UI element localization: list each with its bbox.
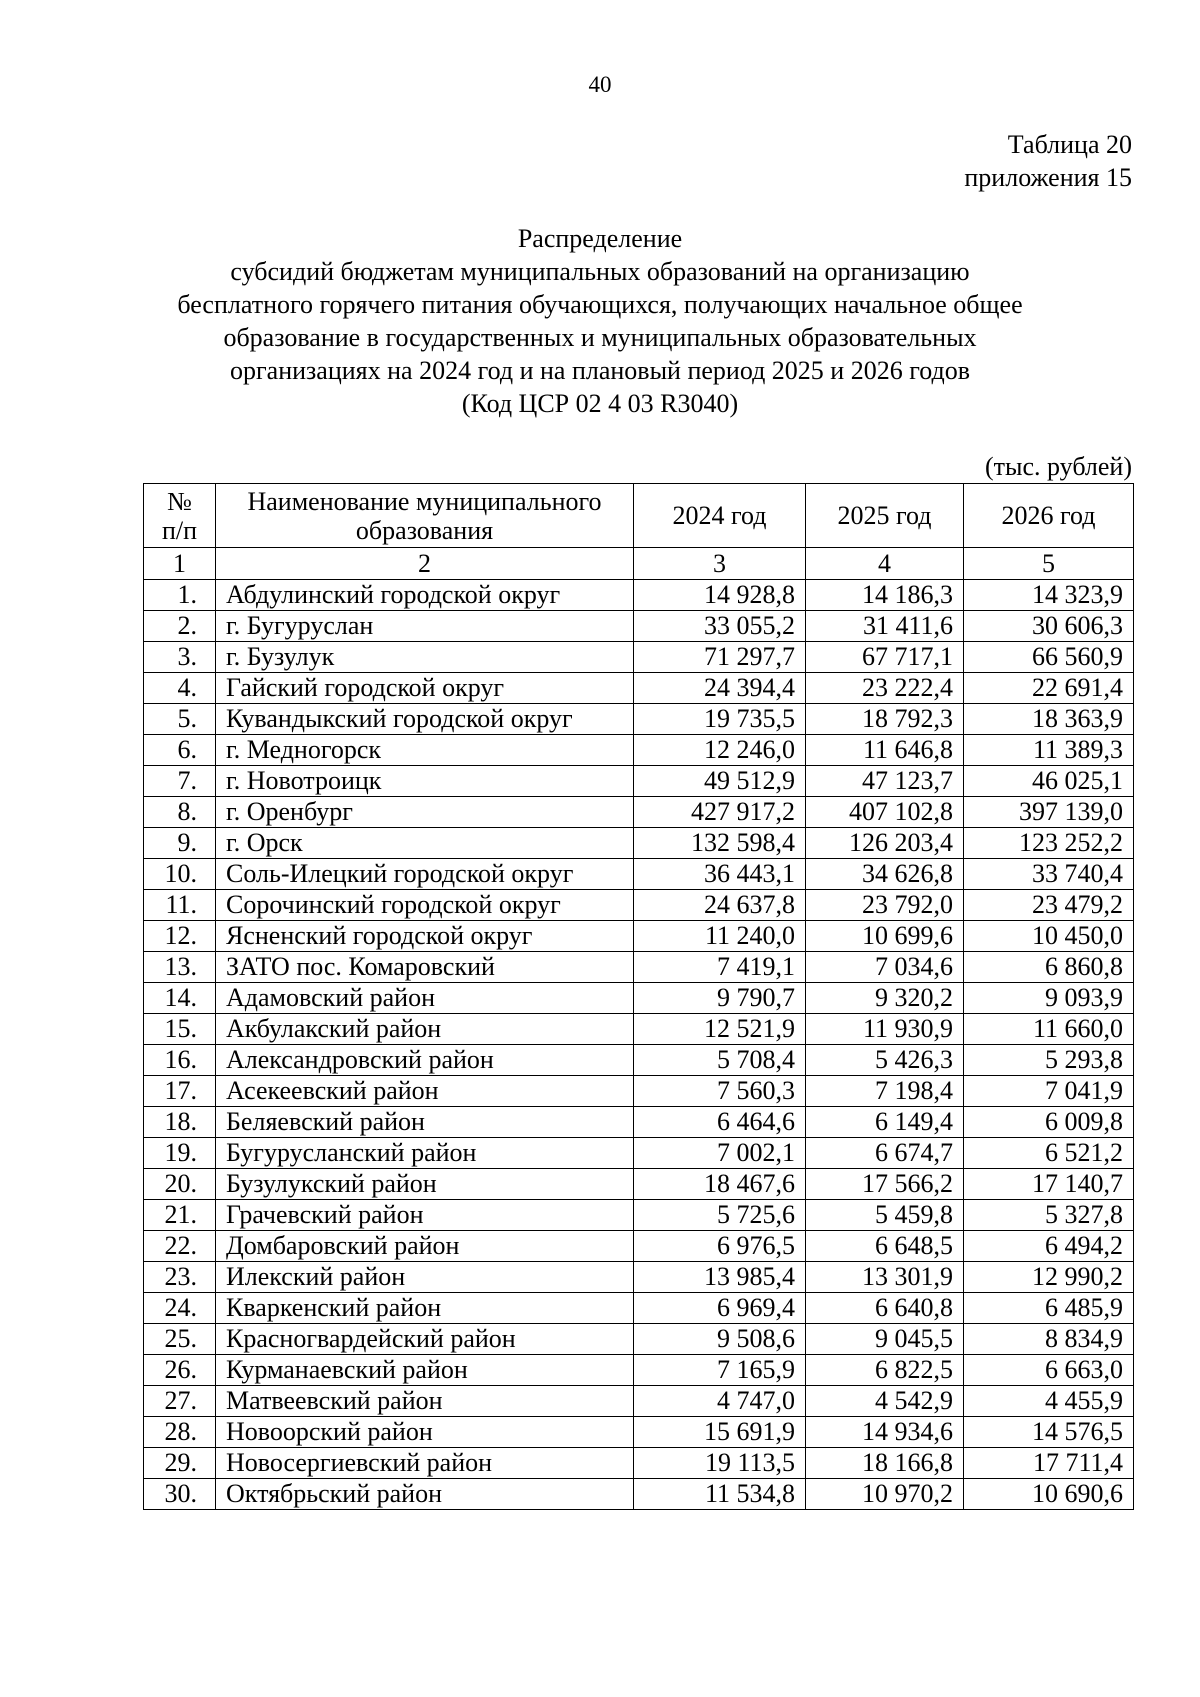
value-2026: 14 576,5 [964, 1417, 1134, 1448]
value-2024: 71 297,7 [634, 642, 806, 673]
value-2026: 7 041,9 [964, 1076, 1134, 1107]
value-2024: 9 790,7 [634, 983, 806, 1014]
table-reference [964, 128, 1132, 194]
municipality-name: Акбулакский район [216, 1014, 634, 1045]
row-number: 12. [144, 921, 216, 952]
value-2026: 18 363,9 [964, 704, 1134, 735]
table-row [144, 983, 1134, 1014]
municipality-name: Красногвардейский район [216, 1324, 634, 1355]
value-2026: 11 660,0 [964, 1014, 1134, 1045]
value-2024: 9 508,6 [634, 1324, 806, 1355]
value-2026: 5 327,8 [964, 1200, 1134, 1231]
subsidy-table [143, 483, 1134, 1510]
row-number: 24. [144, 1293, 216, 1324]
column-index: 2 [216, 548, 634, 580]
value-2024: 14 928,8 [634, 580, 806, 611]
value-2026: 30 606,3 [964, 611, 1134, 642]
value-2025: 10 699,6 [806, 921, 964, 952]
value-2025: 11 930,9 [806, 1014, 964, 1045]
value-2024: 33 055,2 [634, 611, 806, 642]
value-2026: 6 521,2 [964, 1138, 1134, 1169]
title-line-5: организациях на 2024 год и на плановый период 2025 и 2026 годов [230, 356, 970, 385]
value-2026: 17 140,7 [964, 1169, 1134, 1200]
title-line-4: образование в государственных и муниципальных образовательных [223, 323, 977, 352]
municipality-name: Курманаевский район [216, 1355, 634, 1386]
value-2026: 23 479,2 [964, 890, 1134, 921]
row-number: 22. [144, 1231, 216, 1262]
value-2024: 13 985,4 [634, 1262, 806, 1293]
title-line-6: (Код ЦСР 02 4 03 R3040) [461, 389, 739, 418]
municipality-name: Октябрьский район [216, 1479, 634, 1510]
value-2024: 5 708,4 [634, 1045, 806, 1076]
value-2024: 12 246,0 [634, 735, 806, 766]
header-name: Наименование муниципального образования [216, 484, 634, 548]
value-2026: 33 740,4 [964, 859, 1134, 890]
row-number: 14. [144, 983, 216, 1014]
municipality-name: Абдулинский городской округ [216, 580, 634, 611]
table-row [144, 1045, 1134, 1076]
title-line-3: бесплатного горячего питания обучающихся, получающих начальное общее [177, 290, 1023, 319]
municipality-name: ЗАТО пос. Комаровский [216, 952, 634, 983]
value-2025: 9 045,5 [806, 1324, 964, 1355]
column-index: 4 [806, 548, 964, 580]
value-2025: 6 648,5 [806, 1231, 964, 1262]
municipality-name: Асекеевский район [216, 1076, 634, 1107]
table-row [144, 828, 1134, 859]
municipality-name: г. Оренбург [216, 797, 634, 828]
value-2025: 6 822,5 [806, 1355, 964, 1386]
value-2024: 24 394,4 [634, 673, 806, 704]
table-row [144, 1200, 1134, 1231]
municipality-name: Кувандыкский городской округ [216, 704, 634, 735]
value-2024: 6 969,4 [634, 1293, 806, 1324]
municipality-name: Новосергиевский район [216, 1448, 634, 1479]
municipality-name: Новоорский район [216, 1417, 634, 1448]
value-2025: 18 166,8 [806, 1448, 964, 1479]
table-row [144, 797, 1134, 828]
value-2026: 6 860,8 [964, 952, 1134, 983]
value-2025: 23 222,4 [806, 673, 964, 704]
value-2025: 31 411,6 [806, 611, 964, 642]
row-number: 18. [144, 1107, 216, 1138]
value-2026: 6 485,9 [964, 1293, 1134, 1324]
table-row [144, 1324, 1134, 1355]
value-2026: 4 455,9 [964, 1386, 1134, 1417]
row-number: 6. [144, 735, 216, 766]
row-number: 15. [144, 1014, 216, 1045]
table-row [144, 704, 1134, 735]
municipality-name: Соль-Илецкий городской округ [216, 859, 634, 890]
value-2025: 6 149,4 [806, 1107, 964, 1138]
municipality-name: г. Бугуруслан [216, 611, 634, 642]
value-2024: 36 443,1 [634, 859, 806, 890]
column-index: 1 [144, 548, 216, 580]
value-2025: 67 717,1 [806, 642, 964, 673]
municipality-name: Бузулукский район [216, 1169, 634, 1200]
table-row [144, 1386, 1134, 1417]
value-2025: 11 646,8 [806, 735, 964, 766]
municipality-name: Домбаровский район [216, 1231, 634, 1262]
row-number: 16. [144, 1045, 216, 1076]
value-2026: 397 139,0 [964, 797, 1134, 828]
municipality-name: Беляевский район [216, 1107, 634, 1138]
value-2025: 5 459,8 [806, 1200, 964, 1231]
municipality-name: Гайский городской округ [216, 673, 634, 704]
value-2025: 34 626,8 [806, 859, 964, 890]
row-number: 17. [144, 1076, 216, 1107]
value-2026: 46 025,1 [964, 766, 1134, 797]
value-2026: 8 834,9 [964, 1324, 1134, 1355]
row-number: 29. [144, 1448, 216, 1479]
row-number: 13. [144, 952, 216, 983]
column-index: 3 [634, 548, 806, 580]
table-row [144, 1076, 1134, 1107]
municipality-name: Александровский район [216, 1045, 634, 1076]
value-2026: 123 252,2 [964, 828, 1134, 859]
value-2026: 14 323,9 [964, 580, 1134, 611]
value-2026: 5 293,8 [964, 1045, 1134, 1076]
title-line-1: Распределение [517, 224, 683, 253]
header-2025: 2025 год [806, 484, 964, 548]
value-2024: 49 512,9 [634, 766, 806, 797]
value-2024: 132 598,4 [634, 828, 806, 859]
value-2025: 17 566,2 [806, 1169, 964, 1200]
value-2026: 11 389,3 [964, 735, 1134, 766]
table-row [144, 673, 1134, 704]
value-2026: 6 494,2 [964, 1231, 1134, 1262]
column-index-row [144, 548, 1134, 580]
value-2024: 12 521,9 [634, 1014, 806, 1045]
municipality-name: Адамовский район [216, 983, 634, 1014]
value-2025: 407 102,8 [806, 797, 964, 828]
value-2026: 10 690,6 [964, 1479, 1134, 1510]
value-2024: 7 002,1 [634, 1138, 806, 1169]
value-2025: 10 970,2 [806, 1479, 964, 1510]
value-2024: 4 747,0 [634, 1386, 806, 1417]
value-2024: 18 467,6 [634, 1169, 806, 1200]
value-2026: 12 990,2 [964, 1262, 1134, 1293]
page-number: 40 [588, 72, 612, 97]
table-body [144, 580, 1134, 1510]
municipality-name: Бугурусланский район [216, 1138, 634, 1169]
row-number: 7. [144, 766, 216, 797]
value-2024: 7 165,9 [634, 1355, 806, 1386]
units-label: (тыс. рублей) [984, 452, 1132, 481]
column-index: 5 [964, 548, 1134, 580]
value-2025: 23 792,0 [806, 890, 964, 921]
table-row [144, 1293, 1134, 1324]
value-2024: 7 560,3 [634, 1076, 806, 1107]
table-row [144, 1014, 1134, 1045]
value-2026: 6 009,8 [964, 1107, 1134, 1138]
table-row [144, 890, 1134, 921]
row-number: 23. [144, 1262, 216, 1293]
value-2025: 13 301,9 [806, 1262, 964, 1293]
row-number: 25. [144, 1324, 216, 1355]
row-number: 4. [144, 673, 216, 704]
table-row [144, 1355, 1134, 1386]
table-row [144, 1107, 1134, 1138]
value-2025: 7 198,4 [806, 1076, 964, 1107]
value-2024: 5 725,6 [634, 1200, 806, 1231]
value-2026: 17 711,4 [964, 1448, 1134, 1479]
title-line-2: субсидий бюджетам муниципальных образований на организацию [230, 257, 970, 286]
table-reference-line-2: приложения 15 [964, 163, 1132, 192]
municipality-name: Грачевский район [216, 1200, 634, 1231]
municipality-name: Илекский район [216, 1262, 634, 1293]
value-2024: 11 240,0 [634, 921, 806, 952]
row-number: 9. [144, 828, 216, 859]
header-row [144, 484, 1134, 548]
municipality-name: Кваркенский район [216, 1293, 634, 1324]
row-number: 20. [144, 1169, 216, 1200]
row-number: 10. [144, 859, 216, 890]
value-2025: 6 640,8 [806, 1293, 964, 1324]
value-2024: 6 464,6 [634, 1107, 806, 1138]
value-2025: 4 542,9 [806, 1386, 964, 1417]
row-number: 2. [144, 611, 216, 642]
value-2024: 15 691,9 [634, 1417, 806, 1448]
table-row [144, 1169, 1134, 1200]
value-2024: 19 113,5 [634, 1448, 806, 1479]
header-2024: 2024 год [634, 484, 806, 548]
header-2026: 2026 год [964, 484, 1134, 548]
municipality-name: Ясненский городской округ [216, 921, 634, 952]
value-2024: 7 419,1 [634, 952, 806, 983]
row-number: 21. [144, 1200, 216, 1231]
value-2026: 9 093,9 [964, 983, 1134, 1014]
table-row [144, 1417, 1134, 1448]
row-number: 8. [144, 797, 216, 828]
value-2025: 5 426,3 [806, 1045, 964, 1076]
row-number: 30. [144, 1479, 216, 1510]
municipality-name: г. Орск [216, 828, 634, 859]
row-number: 28. [144, 1417, 216, 1448]
header-num: № п/п [144, 484, 216, 548]
table-row [144, 735, 1134, 766]
value-2025: 6 674,7 [806, 1138, 964, 1169]
municipality-name: Матвеевский район [216, 1386, 634, 1417]
row-number: 1. [144, 580, 216, 611]
table-row [144, 611, 1134, 642]
value-2025: 14 186,3 [806, 580, 964, 611]
table-row [144, 1479, 1134, 1510]
value-2025: 9 320,2 [806, 983, 964, 1014]
value-2024: 427 917,2 [634, 797, 806, 828]
document-title [0, 222, 1200, 420]
municipality-name: г. Новотроицк [216, 766, 634, 797]
table-row [144, 921, 1134, 952]
value-2025: 7 034,6 [806, 952, 964, 983]
table-row [144, 766, 1134, 797]
table-reference-line-1: Таблица 20 [1007, 130, 1132, 159]
value-2025: 47 123,7 [806, 766, 964, 797]
value-2025: 14 934,6 [806, 1417, 964, 1448]
row-number: 26. [144, 1355, 216, 1386]
table-row [144, 1138, 1134, 1169]
table-row [144, 1448, 1134, 1479]
municipality-name: Сорочинский городской округ [216, 890, 634, 921]
table-row [144, 952, 1134, 983]
value-2024: 6 976,5 [634, 1231, 806, 1262]
value-2026: 10 450,0 [964, 921, 1134, 952]
value-2025: 18 792,3 [806, 704, 964, 735]
table-row [144, 1231, 1134, 1262]
value-2026: 22 691,4 [964, 673, 1134, 704]
row-number: 5. [144, 704, 216, 735]
table-row [144, 1262, 1134, 1293]
municipality-name: г. Бузулук [216, 642, 634, 673]
row-number: 19. [144, 1138, 216, 1169]
value-2024: 19 735,5 [634, 704, 806, 735]
row-number: 27. [144, 1386, 216, 1417]
value-2024: 11 534,8 [634, 1479, 806, 1510]
table-row [144, 642, 1134, 673]
table-row [144, 580, 1134, 611]
municipality-name: г. Медногорск [216, 735, 634, 766]
value-2024: 24 637,8 [634, 890, 806, 921]
table-row [144, 859, 1134, 890]
row-number: 3. [144, 642, 216, 673]
row-number: 11. [144, 890, 216, 921]
value-2026: 66 560,9 [964, 642, 1134, 673]
value-2026: 6 663,0 [964, 1355, 1134, 1386]
value-2025: 126 203,4 [806, 828, 964, 859]
